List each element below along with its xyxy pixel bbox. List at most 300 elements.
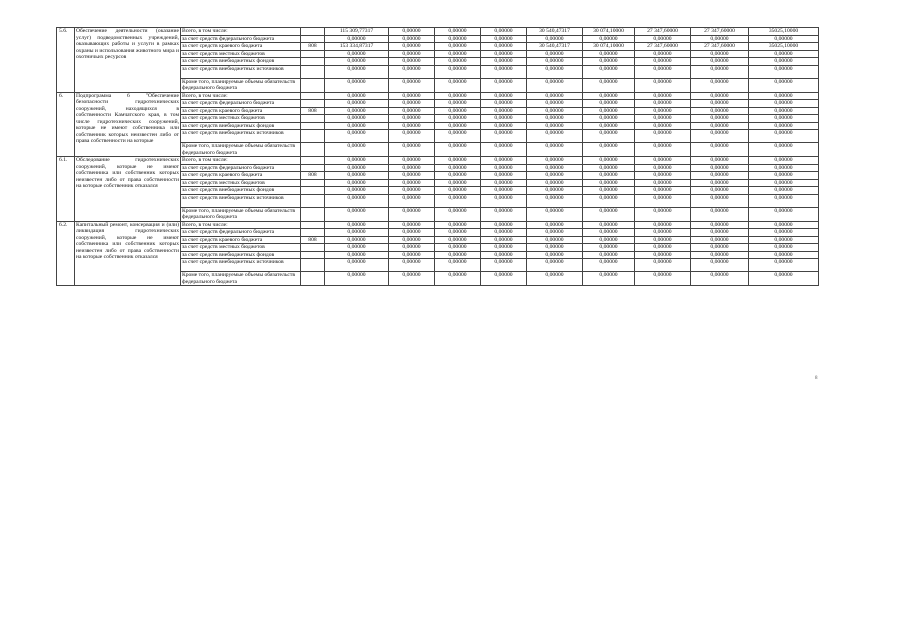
amount-cell: 0,00000 (635, 143, 691, 157)
amount-cell: 0,00000 (583, 221, 635, 229)
table-row (57, 221, 819, 229)
amount-cell: 0,00000 (691, 92, 749, 100)
amount-cell: 0,00000 (389, 122, 435, 130)
amount-cell: 0,00000 (527, 164, 583, 172)
budget-code (301, 122, 325, 130)
amount-cell: 0,00000 (481, 92, 527, 100)
table-row (57, 92, 819, 100)
amount-cell: 0,00000 (325, 251, 389, 259)
amount-cell: 0,00000 (583, 229, 635, 237)
budget-table-body (57, 28, 819, 286)
amount-cell: 0,00000 (325, 244, 389, 252)
amount-cell: 0,00000 (481, 65, 527, 78)
funding-source: за счет средств местных бюджетов (181, 115, 301, 123)
amount-cell: 0,00000 (635, 194, 691, 207)
amount-cell: 0,00000 (749, 65, 819, 78)
amount-cell: 0,00000 (749, 107, 819, 115)
amount-cell: 0,00000 (749, 207, 819, 221)
amount-cell: 0,00000 (389, 115, 435, 123)
budget-code (301, 187, 325, 195)
funding-source: за счет средств внебюджетных фондов (181, 58, 301, 66)
amount-cell: 0,00000 (749, 157, 819, 165)
amount-cell: 0,00000 (691, 272, 749, 286)
amount-cell: 0,00000 (389, 221, 435, 229)
amount-cell: 0,00000 (635, 179, 691, 187)
amount-cell: 0,00000 (325, 187, 389, 195)
amount-cell: 0,00000 (389, 65, 435, 78)
measure-name: Капитальный ремонт, консервация и (или) ликвидация гидротехнических сооружений, которые не имеют собственника или собственник которых неизвестен либо от права собственности на которые собственник отказался (75, 221, 181, 286)
amount-cell: 0,00000 (691, 259, 749, 272)
amount-cell: 0,00000 (583, 244, 635, 252)
amount-cell: 0,00000 (635, 107, 691, 115)
budget-code (301, 58, 325, 66)
amount-cell: 0,00000 (527, 78, 583, 92)
amount-cell: 0,00000 (389, 58, 435, 66)
amount-cell: 35025,10000 (749, 28, 819, 36)
amount-cell: 0,00000 (325, 157, 389, 165)
amount-cell: 0,00000 (749, 115, 819, 123)
amount-cell: 0,00000 (325, 78, 389, 92)
amount-cell: 0,00000 (481, 58, 527, 66)
amount-cell: 0,00000 (389, 92, 435, 100)
amount-cell: 0,00000 (583, 157, 635, 165)
amount-cell: 0,00000 (749, 78, 819, 92)
amount-cell: 0,00000 (691, 130, 749, 143)
amount-cell: 0,00000 (635, 65, 691, 78)
budget-code (301, 207, 325, 221)
amount-cell: 0,00000 (325, 35, 389, 43)
amount-cell: 0,00000 (691, 221, 749, 229)
amount-cell: 0,00000 (583, 115, 635, 123)
amount-cell: 0,00000 (481, 43, 527, 51)
amount-cell: 0,00000 (325, 50, 389, 58)
budget-table (56, 27, 819, 286)
amount-cell: 0,00000 (635, 244, 691, 252)
amount-cell: 0,00000 (389, 28, 435, 36)
amount-cell: 0,00000 (435, 172, 481, 180)
funding-source: за счет средств местных бюджетов (181, 244, 301, 252)
budget-code: 808 (301, 107, 325, 115)
amount-cell: 30 074,10000 (583, 43, 635, 51)
amount-cell: 0,00000 (325, 221, 389, 229)
amount-cell: 0,00000 (481, 194, 527, 207)
amount-cell: 0,00000 (583, 207, 635, 221)
amount-cell: 0,00000 (481, 172, 527, 180)
amount-cell: 0,00000 (583, 107, 635, 115)
amount-cell: 0,00000 (691, 100, 749, 108)
amount-cell: 0,00000 (749, 194, 819, 207)
amount-cell: 0,00000 (481, 236, 527, 244)
amount-cell: 0,00000 (691, 194, 749, 207)
amount-cell: 0,00000 (583, 172, 635, 180)
amount-cell: 0,00000 (527, 100, 583, 108)
amount-cell: 0,00000 (749, 244, 819, 252)
amount-cell: 0,00000 (435, 115, 481, 123)
amount-cell: 0,00000 (325, 179, 389, 187)
funding-source: за счет средств внебюджетных фондов (181, 122, 301, 130)
amount-cell: 0,00000 (635, 122, 691, 130)
amount-cell: 0,00000 (435, 35, 481, 43)
amount-cell: 0,00000 (691, 172, 749, 180)
funding-source: за счет средств местных бюджетов (181, 179, 301, 187)
funding-source: за счет средств краевого бюджета (181, 172, 301, 180)
amount-cell: 0,00000 (749, 50, 819, 58)
amount-cell: 0,00000 (583, 236, 635, 244)
funding-source: за счет средств внебюджетных фондов (181, 251, 301, 259)
amount-cell: 0,00000 (583, 122, 635, 130)
amount-cell: 0,00000 (481, 28, 527, 36)
amount-cell: 0,00000 (435, 164, 481, 172)
amount-cell: 0,00000 (635, 272, 691, 286)
amount-cell: 0,00000 (325, 194, 389, 207)
page-mark: 8 (815, 376, 818, 381)
amount-cell: 0,00000 (389, 43, 435, 51)
amount-cell: 0,00000 (635, 115, 691, 123)
amount-cell: 0,00000 (435, 65, 481, 78)
amount-cell: 0,00000 (435, 179, 481, 187)
amount-cell: 0,00000 (583, 35, 635, 43)
budget-code (301, 100, 325, 108)
funding-source: Кроме того, планируемые объемы обязательств федерального бюджета (181, 78, 301, 92)
amount-cell: 0,00000 (527, 65, 583, 78)
budget-code (301, 179, 325, 187)
funding-source: за счет средств краевого бюджета (181, 43, 301, 51)
amount-cell: 0,00000 (527, 194, 583, 207)
budget-code (301, 28, 325, 36)
amount-cell: 0,00000 (325, 92, 389, 100)
amount-cell: 0,00000 (325, 259, 389, 272)
amount-cell: 0,00000 (435, 122, 481, 130)
amount-cell: 0,00000 (635, 187, 691, 195)
amount-cell: 0,00000 (583, 143, 635, 157)
amount-cell: 0,00000 (389, 157, 435, 165)
amount-cell: 0,00000 (435, 187, 481, 195)
amount-cell: 0,00000 (635, 207, 691, 221)
amount-cell: 0,00000 (481, 35, 527, 43)
amount-cell: 0,00000 (435, 28, 481, 36)
amount-cell: 0,00000 (481, 100, 527, 108)
amount-cell: 0,00000 (481, 179, 527, 187)
amount-cell: 0,00000 (435, 157, 481, 165)
amount-cell: 0,00000 (749, 92, 819, 100)
funding-source: за счет средств федерального бюджета (181, 35, 301, 43)
amount-cell: 0,00000 (389, 229, 435, 237)
amount-cell: 0,00000 (389, 194, 435, 207)
amount-cell: 0,00000 (435, 107, 481, 115)
funding-source: за счет средств внебюджетных источников (181, 194, 301, 207)
funding-source: за счет средств федерального бюджета (181, 164, 301, 172)
amount-cell: 0,00000 (583, 179, 635, 187)
amount-cell: 0,00000 (481, 157, 527, 165)
amount-cell: 0,00000 (749, 172, 819, 180)
amount-cell: 0,00000 (325, 207, 389, 221)
amount-cell: 0,00000 (435, 92, 481, 100)
amount-cell: 0,00000 (389, 130, 435, 143)
amount-cell: 0,00000 (527, 122, 583, 130)
amount-cell: 0,00000 (635, 78, 691, 92)
funding-source: за счет средств внебюджетных фондов (181, 187, 301, 195)
measure-name: Подпрограмма 6 "Обеспечение безопасности гидротехнических сооружений, находящихся в собственности Камчатского края, в том числе гидротехнических сооружений, которые не имеют собственника или собственник которых неизвестен либо от права собственности на которые (75, 92, 181, 157)
amount-cell: 0,00000 (691, 251, 749, 259)
amount-cell: 0,00000 (389, 35, 435, 43)
amount-cell: 0,00000 (749, 259, 819, 272)
amount-cell: 0,00000 (583, 65, 635, 78)
amount-cell: 0,00000 (325, 172, 389, 180)
amount-cell: 0,00000 (583, 100, 635, 108)
row-index: 6.1. (57, 157, 75, 222)
amount-cell: 0,00000 (691, 229, 749, 237)
amount-cell: 0,00000 (325, 58, 389, 66)
amount-cell: 0,00000 (527, 58, 583, 66)
amount-cell: 0,00000 (325, 164, 389, 172)
funding-source: за счет средств внебюджетных источников (181, 259, 301, 272)
amount-cell: 0,00000 (749, 272, 819, 286)
amount-cell: 0,00000 (583, 92, 635, 100)
amount-cell: 0,00000 (527, 35, 583, 43)
amount-cell: 0,00000 (481, 259, 527, 272)
amount-cell: 0,00000 (691, 236, 749, 244)
budget-code (301, 251, 325, 259)
amount-cell: 0,00000 (435, 100, 481, 108)
table-row (57, 157, 819, 165)
amount-cell: 30 540,47317 (527, 28, 583, 36)
amount-cell: 0,00000 (481, 251, 527, 259)
budget-code (301, 221, 325, 229)
amount-cell: 0,00000 (389, 251, 435, 259)
row-index: 6. (57, 92, 75, 157)
row-index: 6.2. (57, 221, 75, 286)
amount-cell: 0,00000 (583, 194, 635, 207)
funding-source: за счет средств федерального бюджета (181, 100, 301, 108)
amount-cell: 0,00000 (635, 130, 691, 143)
amount-cell: 0,00000 (749, 143, 819, 157)
amount-cell: 0,00000 (691, 164, 749, 172)
amount-cell: 0,00000 (435, 43, 481, 51)
amount-cell: 0,00000 (481, 50, 527, 58)
amount-cell: 0,00000 (481, 130, 527, 143)
amount-cell: 0,00000 (691, 143, 749, 157)
amount-cell: 0,00000 (389, 207, 435, 221)
amount-cell: 0,00000 (389, 143, 435, 157)
budget-code (301, 157, 325, 165)
amount-cell: 0,00000 (691, 35, 749, 43)
measure-name: Обеспечение деятельности (оказание услуг) подведомственных учреждений, оказывающих работы и услуги в рамках охраны и использования животного мира и охотничьих ресурсов (75, 28, 181, 93)
amount-cell: 0,00000 (481, 207, 527, 221)
funding-source: за счет средств краевого бюджета (181, 236, 301, 244)
amount-cell: 0,00000 (325, 236, 389, 244)
amount-cell: 0,00000 (481, 229, 527, 237)
amount-cell: 0,00000 (481, 187, 527, 195)
amount-cell: 0,00000 (389, 164, 435, 172)
amount-cell: 0,00000 (691, 78, 749, 92)
amount-cell: 0,00000 (635, 164, 691, 172)
budget-code (301, 50, 325, 58)
amount-cell: 0,00000 (389, 179, 435, 187)
amount-cell: 0,00000 (583, 50, 635, 58)
amount-cell: 0,00000 (635, 251, 691, 259)
funding-source: Кроме того, планируемые объемы обязательств федерального бюджета (181, 143, 301, 157)
funding-source: за счет средств федерального бюджета (181, 229, 301, 237)
budget-code: 808 (301, 172, 325, 180)
amount-cell: 0,00000 (527, 92, 583, 100)
amount-cell: 0,00000 (481, 221, 527, 229)
amount-cell: 0,00000 (389, 244, 435, 252)
amount-cell: 0,00000 (527, 157, 583, 165)
amount-cell: 0,00000 (527, 143, 583, 157)
amount-cell: 0,00000 (749, 236, 819, 244)
amount-cell: 0,00000 (389, 78, 435, 92)
amount-cell: 0,00000 (481, 244, 527, 252)
amount-cell: 0,00000 (527, 179, 583, 187)
amount-cell: 0,00000 (635, 100, 691, 108)
amount-cell: 0,00000 (325, 122, 389, 130)
amount-cell: 0,00000 (691, 179, 749, 187)
funding-source: за счет средств местных бюджетов (181, 50, 301, 58)
amount-cell: 0,00000 (435, 244, 481, 252)
amount-cell: 0,00000 (635, 50, 691, 58)
amount-cell: 0,00000 (527, 172, 583, 180)
amount-cell: 0,00000 (635, 58, 691, 66)
amount-cell: 0,00000 (691, 65, 749, 78)
amount-cell: 30 540,47317 (527, 43, 583, 51)
amount-cell: 0,00000 (389, 172, 435, 180)
amount-cell: 0,00000 (481, 143, 527, 157)
amount-cell: 0,00000 (749, 100, 819, 108)
amount-cell: 0,00000 (635, 157, 691, 165)
budget-code (301, 164, 325, 172)
amount-cell: 0,00000 (481, 122, 527, 130)
amount-cell: 0,00000 (527, 236, 583, 244)
budget-code (301, 272, 325, 286)
amount-cell: 0,00000 (481, 107, 527, 115)
amount-cell: 0,00000 (435, 143, 481, 157)
amount-cell: 0,00000 (389, 107, 435, 115)
amount-cell: 0,00000 (325, 143, 389, 157)
amount-cell: 27 347,60000 (691, 43, 749, 51)
amount-cell: 0,00000 (389, 50, 435, 58)
funding-source: Кроме того, планируемые объемы обязательств федерального бюджета (181, 272, 301, 286)
amount-cell: 0,00000 (481, 115, 527, 123)
amount-cell: 0,00000 (325, 65, 389, 78)
amount-cell: 0,00000 (749, 221, 819, 229)
amount-cell: 0,00000 (389, 187, 435, 195)
amount-cell: 0,00000 (325, 115, 389, 123)
amount-cell: 0,00000 (435, 194, 481, 207)
amount-cell: 0,00000 (527, 251, 583, 259)
amount-cell: 0,00000 (435, 272, 481, 286)
amount-cell: 0,00000 (527, 221, 583, 229)
funding-source: Всего, в том числе: (181, 157, 301, 165)
amount-cell: 0,00000 (325, 272, 389, 286)
budget-code (301, 92, 325, 100)
funding-source: Всего, в том числе: (181, 92, 301, 100)
budget-code (301, 130, 325, 143)
amount-cell: 0,00000 (389, 100, 435, 108)
budget-code: 808 (301, 43, 325, 51)
amount-cell: 0,00000 (389, 259, 435, 272)
amount-cell: 0,00000 (691, 107, 749, 115)
amount-cell: 0,00000 (481, 272, 527, 286)
amount-cell: 0,00000 (635, 259, 691, 272)
amount-cell: 0,00000 (635, 172, 691, 180)
amount-cell: 0,00000 (749, 229, 819, 237)
amount-cell: 0,00000 (325, 100, 389, 108)
amount-cell: 35025,10000 (749, 43, 819, 51)
table-row (57, 28, 819, 36)
budget-code (301, 259, 325, 272)
amount-cell: 0,00000 (635, 92, 691, 100)
budget-code: 808 (301, 236, 325, 244)
funding-source: Всего, в том числе: (181, 28, 301, 36)
funding-source: Кроме того, планируемые объемы обязательств федерального бюджета (181, 207, 301, 221)
amount-cell: 30 074,10000 (583, 28, 635, 36)
amount-cell: 0,00000 (527, 229, 583, 237)
amount-cell: 0,00000 (481, 164, 527, 172)
amount-cell: 0,00000 (691, 58, 749, 66)
amount-cell: 0,00000 (635, 236, 691, 244)
amount-cell: 0,00000 (583, 164, 635, 172)
amount-cell: 0,00000 (691, 187, 749, 195)
amount-cell: 0,00000 (435, 221, 481, 229)
amount-cell: 0,00000 (583, 251, 635, 259)
funding-source: за счет средств внебюджетных источников (181, 65, 301, 78)
amount-cell: 0,00000 (325, 130, 389, 143)
amount-cell: 0,00000 (749, 35, 819, 43)
amount-cell: 0,00000 (527, 50, 583, 58)
budget-code (301, 244, 325, 252)
amount-cell: 0,00000 (527, 207, 583, 221)
amount-cell: 0,00000 (635, 221, 691, 229)
amount-cell: 0,00000 (749, 187, 819, 195)
amount-cell: 0,00000 (435, 229, 481, 237)
amount-cell: 0,00000 (481, 78, 527, 92)
amount-cell: 0,00000 (691, 207, 749, 221)
amount-cell: 0,00000 (435, 58, 481, 66)
amount-cell: 0,00000 (389, 272, 435, 286)
amount-cell: 0,00000 (583, 78, 635, 92)
measure-name: Обследование гидротехнических сооружений, которые не имеют собственника или собственник которых неизвестен либо от права собственности на которые собственник отказался (75, 157, 181, 222)
amount-cell: 0,00000 (435, 251, 481, 259)
amount-cell: 0,00000 (583, 259, 635, 272)
budget-code (301, 35, 325, 43)
amount-cell: 153 334,87317 (325, 43, 389, 51)
amount-cell: 0,00000 (435, 50, 481, 58)
amount-cell: 115 309,77317 (325, 28, 389, 36)
budget-code (301, 115, 325, 123)
amount-cell: 0,00000 (691, 157, 749, 165)
amount-cell: 27 347,60000 (691, 28, 749, 36)
amount-cell: 0,00000 (749, 58, 819, 66)
budget-code (301, 229, 325, 237)
amount-cell: 0,00000 (435, 130, 481, 143)
amount-cell: 0,00000 (749, 122, 819, 130)
amount-cell: 0,00000 (527, 272, 583, 286)
amount-cell: 0,00000 (749, 164, 819, 172)
amount-cell: 27 347,60000 (635, 43, 691, 51)
amount-cell: 0,00000 (583, 272, 635, 286)
budget-code (301, 78, 325, 92)
amount-cell: 0,00000 (527, 259, 583, 272)
amount-cell: 0,00000 (527, 107, 583, 115)
amount-cell: 0,00000 (583, 187, 635, 195)
amount-cell: 0,00000 (527, 115, 583, 123)
amount-cell: 0,00000 (749, 179, 819, 187)
amount-cell: 0,00000 (691, 115, 749, 123)
amount-cell: 0,00000 (691, 122, 749, 130)
amount-cell: 0,00000 (527, 244, 583, 252)
budget-code (301, 194, 325, 207)
amount-cell: 0,00000 (389, 236, 435, 244)
